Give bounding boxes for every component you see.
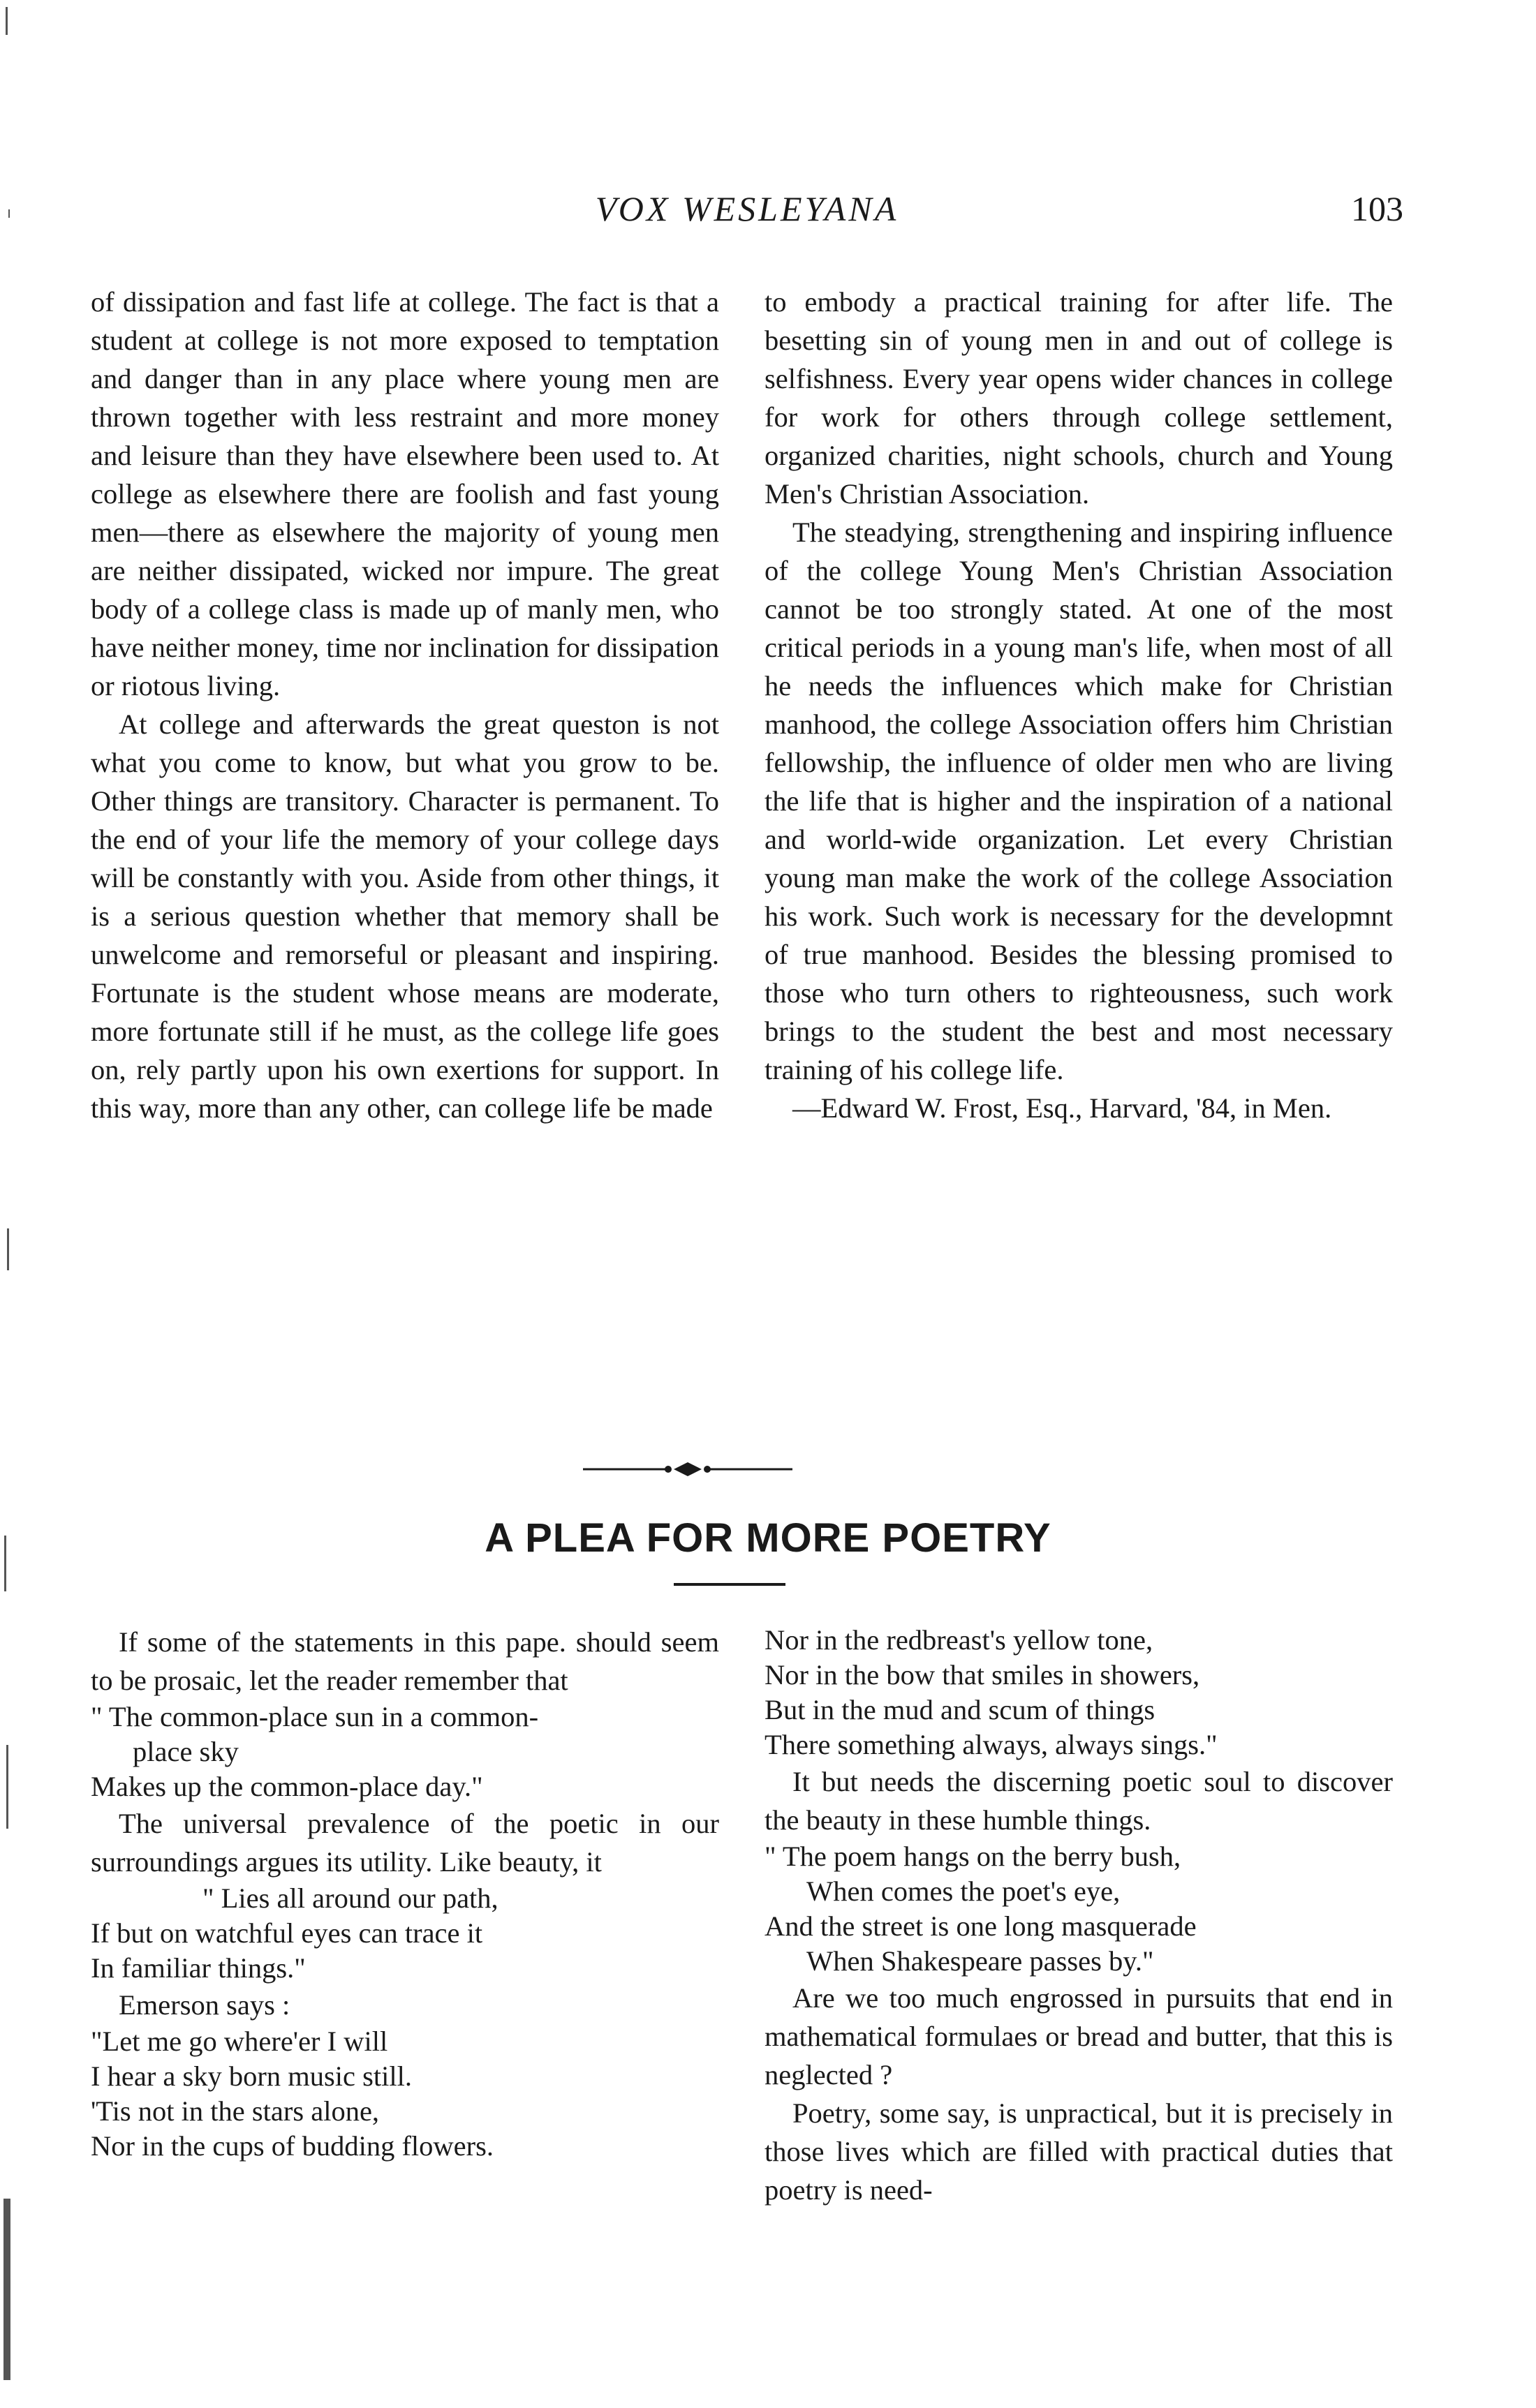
article1-column-right <box>765 283 1393 1127</box>
paragraph: The steadying, strengthening and inspiring influence of the college Young Men's Christian Association cannot be too strongly stated. At one of the most critical periods in a young man's life, when most of all he needs the influences which make for Christian manhood, the college Association offers him Christian fellowship, the influence of older men who are living the life that is higher and the inspiration of a national and world-wide organization. Let every Christian young man make the work of the college Association his work. Such work is necessary for the developmnt of true manhood. Besides the blessing promised to those who turn others to righteousness, such work brings to the student the best and most necessary training of his college life. <box>765 516 1393 1085</box>
paragraph: of dissipation and fast life at college. The fact is that a student at college is not more exposed to temptation and danger than in any place where young men are thrown together with less restraint and more money and leisure than they have elsewhere been used to. At college as elsewhere there are foolish and fast young men—there as elsewhere the majority of young men are neither dissipated, wicked nor impure. The great body of a college class is made up of manly men, who have neither money, time nor inclination for dissipation or riotous living. <box>91 286 719 701</box>
verse-line: Nor in the cups of budding flowers. <box>91 2130 494 2162</box>
attribution: —Edward W. Frost, Esq., Harvard, '84, in Men. <box>792 1092 1332 1124</box>
verse-line: " The poem hangs on the berry bush, <box>765 1841 1181 1872</box>
paragraph: to embody a practical training for after life. The besetting sin of young men in and out of college is selfishness. Every year opens wider chances in college for work for others through college settlement, organized charities, night schools, church and Young Men's Christian Association. <box>765 286 1393 510</box>
verse-quote <box>765 1839 1393 1979</box>
verse-line: place sky <box>133 1736 239 1767</box>
verse-quote <box>91 1700 719 1804</box>
verse-line: Makes up the common-place day." <box>91 1771 483 1802</box>
running-header <box>91 188 1403 237</box>
paragraph: Emerson says : <box>119 1989 290 2021</box>
verse-line: I hear a sky born music still. <box>91 2060 413 2092</box>
paragraph: Poetry, some say, is unpractical, but it is precisely in those lives which are filled with practical duties that poetry is need- <box>765 2097 1393 2206</box>
verse-line: And the street is one long masquerade <box>765 1910 1197 1942</box>
paragraph: It but needs the discerning poetic soul to discover the beauty in these humble things. <box>765 1766 1393 1836</box>
verse-line: There something always, always sings." <box>765 1729 1218 1760</box>
verse-line: Nor in the bow that smiles in showers, <box>765 1659 1200 1690</box>
article-heading: A PLEA FOR MORE POETRY <box>485 1515 1051 1561</box>
verse-line: In familiar things." <box>91 1952 306 1984</box>
verse-quote <box>91 2024 719 2164</box>
binding-edge <box>0 0 28 2405</box>
heading-rule <box>674 1583 785 1586</box>
paragraph: Are we too much engrossed in pursuits that end in mathematical formulaes or bread and butter, that this is neglected ? <box>765 1982 1393 2090</box>
running-title: VOX WESLEYANA <box>595 189 899 228</box>
verse-quote <box>91 1881 719 1986</box>
paragraph: At college and afterwards the great queston is not what you come to know, but what you grow to be. Other things are transitory. Character is permanent. To the end of your life the memory of your college days will be constantly with you. Aside from other things, it is a serious question whether that memory shall be unwelcome and remorseful or pleasant and inspiring. Fortunate is the student whose means are moderate, more fortunate still if he must, as the college life goes on, rely partly upon his own exertions for support. In this way, more than any other, can college life be made <box>91 708 719 1124</box>
verse-line: If but on watchful eyes can trace it <box>91 1917 483 1949</box>
verse-line: But in the mud and scum of things <box>765 1694 1155 1725</box>
verse-line: 'Tis not in the stars alone, <box>91 2095 380 2127</box>
section-ornament <box>583 1455 792 1483</box>
verse-line: "Let me go where'er I will <box>91 2026 388 2057</box>
verse-line: Nor in the redbreast's yellow tone, <box>765 1624 1153 1656</box>
article2-column-left <box>91 1623 719 2164</box>
article1-column-left <box>91 283 719 1127</box>
paragraph: If some of the statements in this pape. should seem to be prosaic, let the reader remember that <box>91 1626 719 1696</box>
article2-column-right <box>765 1623 1393 2209</box>
verse-line: " Lies all around our path, <box>202 1882 499 1914</box>
page-number: 103 <box>1351 189 1403 228</box>
verse-line: When Shakespeare passes by." <box>806 1945 1154 1977</box>
verse-line: " The common-place sun in a common- <box>91 1701 539 1732</box>
verse-quote <box>765 1623 1393 1762</box>
paragraph: The universal prevalence of the poetic in our surroundings argues its utility. Like beauty, it <box>91 1808 719 1878</box>
verse-line: When comes the poet's eye, <box>806 1875 1121 1907</box>
